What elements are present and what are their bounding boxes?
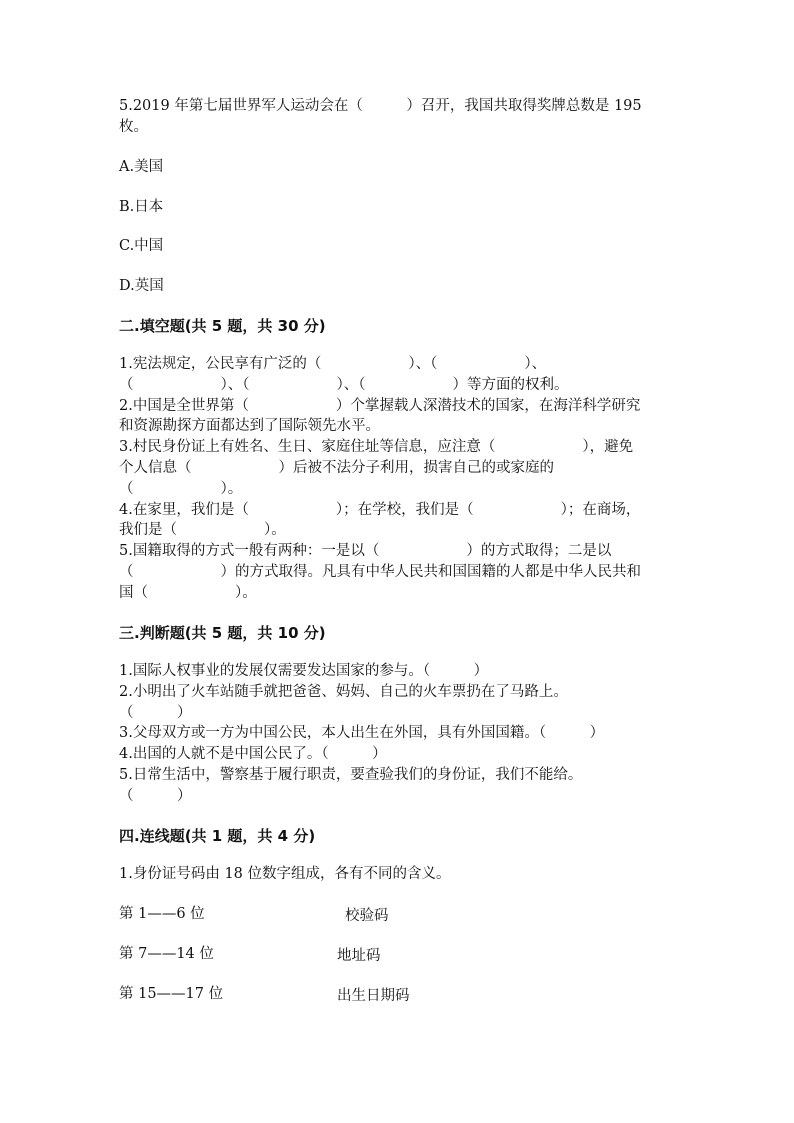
judge-line: 2.小明出了火车站随手就把爸爸、妈妈、自己的火车票扔在了马路上。 <box>119 684 568 700</box>
judge-line: （ ） <box>119 788 192 804</box>
judge-line: （ ） <box>119 705 192 721</box>
matching-left-item: 第 7——14 位 <box>119 946 214 962</box>
fill-line: 1.宪法规定，公民享有广泛的（ ）、（ ）、 <box>119 356 547 372</box>
fill-line: 2.中国是全世界第（ ）个掌握载人深潜技术的国家，在海洋科学研究 <box>119 398 641 414</box>
judge-line: 5.日常生活中，警察基于履行职责，要查验我们的身份证，我们不能给。 <box>119 767 583 783</box>
mc-option-c: C.中国 <box>119 238 164 254</box>
judge-line: 1.国际人权事业的发展仅需要发达国家的参与。（ ） <box>119 663 489 679</box>
section-heading-fill-blank: 二.填空题(共 5 题，共 30 分) <box>119 317 326 335</box>
fill-line: （ ）、（ ）、（ ）等方面的权利。 <box>119 377 569 393</box>
fill-line: （ ）。 <box>119 481 243 497</box>
judge-line: 4.出国的人就不是中国公民了。（ ） <box>119 746 387 762</box>
fill-line: 和资源勘探方面都达到了国际领先水平。 <box>119 418 380 434</box>
matching-right-item: 校验码 <box>345 908 389 924</box>
mc-option-d: D.英国 <box>119 278 164 294</box>
fill-line: 5.国籍取得的方式一般有两种：一是以（ ）的方式取得；二是以 <box>119 543 612 559</box>
fill-line: 个人信息（ ）后被不法分子利用，损害自己的或家庭的 <box>119 460 554 476</box>
section-heading-true-false: 三.判断题(共 5 题，共 10 分) <box>119 624 326 642</box>
mc-question-5-line2: 枚。 <box>119 119 148 135</box>
fill-line: 4.在家里，我们是（ ）；在学校，我们是（ ）；在商场， <box>119 502 641 518</box>
fill-line: 国（ ）。 <box>119 585 257 601</box>
fill-line: 3.村民身份证上有姓名、生日、家庭住址等信息，应注意（ ），避免 <box>119 439 634 455</box>
matching-left-item: 第 1——6 位 <box>119 906 205 922</box>
judge-line: 3.父母双方或一方为中国公民，本人出生在外国，具有外国国籍。（ ） <box>119 725 605 741</box>
mc-question-5-line1: 5.2019 年第七届世界军人运动会在（ ）召开，我国共取得奖牌总数是 195 <box>119 98 642 114</box>
section-heading-matching: 四.连线题(共 1 题，共 4 分) <box>119 827 316 845</box>
fill-line: （ ）的方式取得。凡具有中华人民共和国国籍的人都是中华人民共和 <box>119 564 641 580</box>
matching-right-item: 出生日期码 <box>337 988 410 1004</box>
matching-left-item: 第 15——17 位 <box>119 986 224 1002</box>
matching-right-item: 地址码 <box>337 948 381 964</box>
fill-line: 我们是（ ）。 <box>119 522 286 538</box>
mc-option-a: A.美国 <box>119 159 164 175</box>
mc-option-b: B.日本 <box>119 199 164 215</box>
matching-question-1: 1.身份证号码由 18 位数字组成，各有不同的含义。 <box>119 866 451 882</box>
